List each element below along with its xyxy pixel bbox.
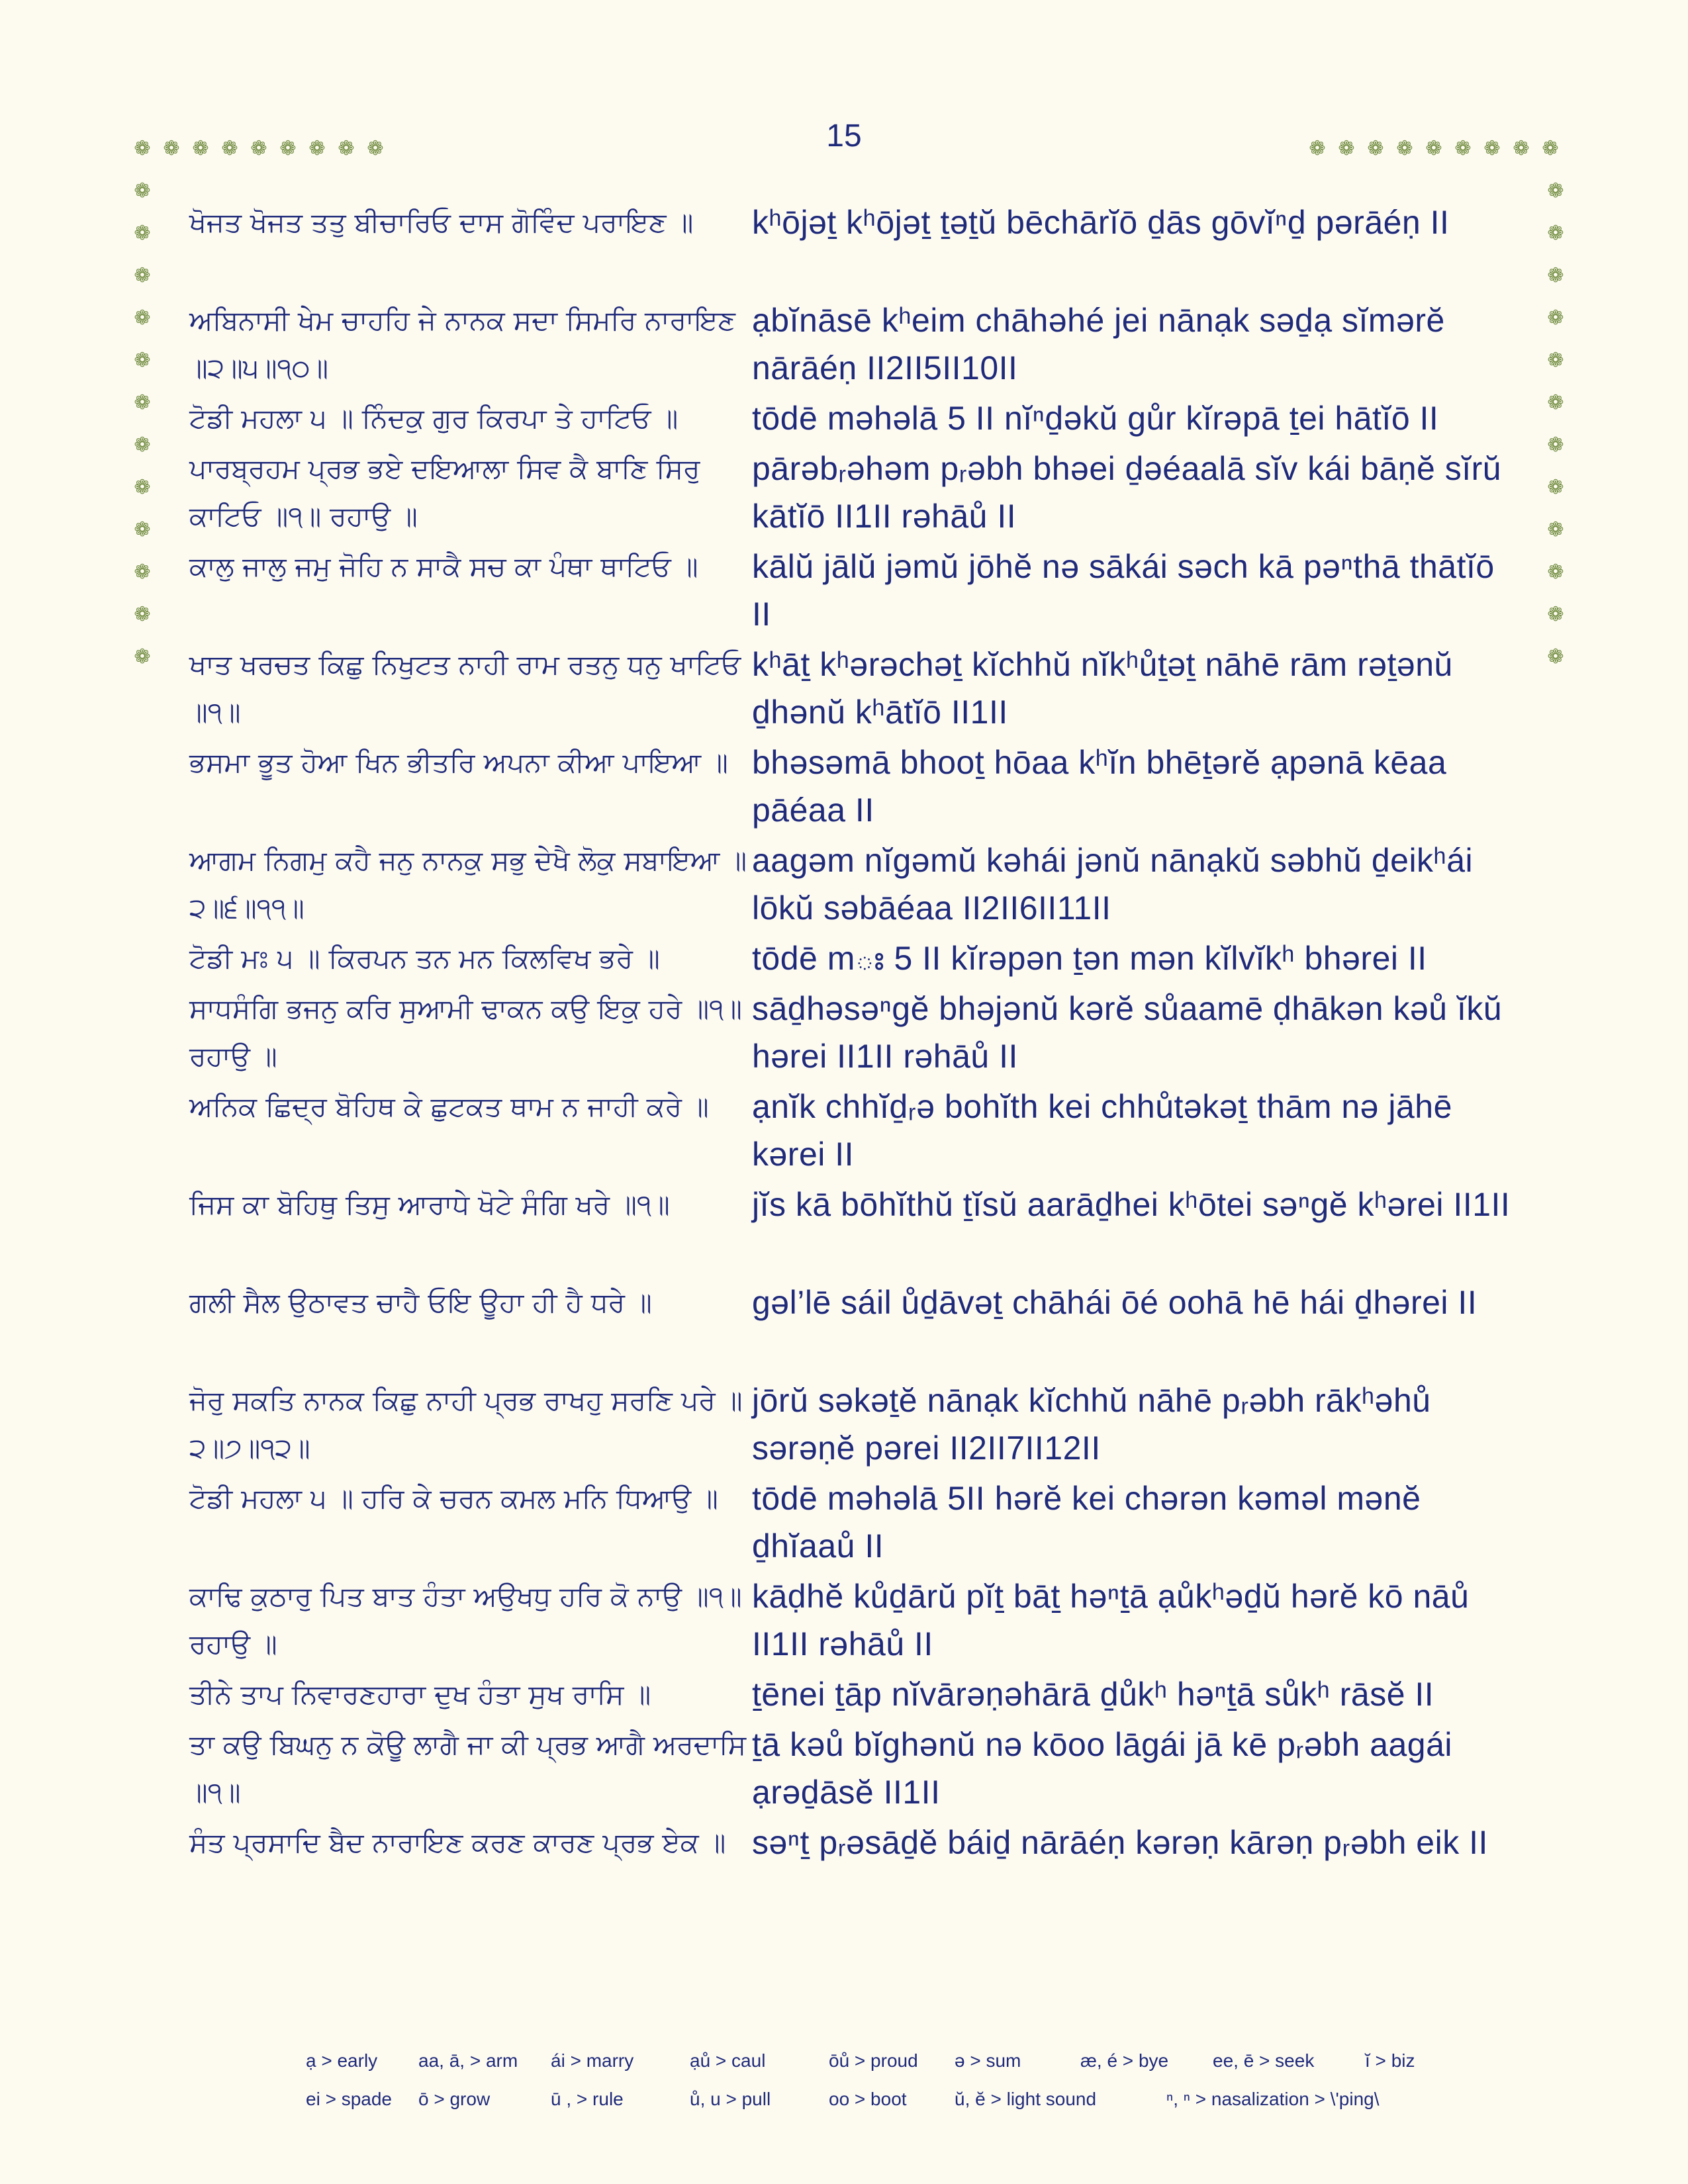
flower-ornament-icon: ❁ (1483, 137, 1501, 160)
flower-ornament-icon: ❁ (1547, 433, 1564, 457)
verse-row (189, 934, 1526, 985)
verse-row (189, 1279, 1526, 1377)
gurmukhi-text: ਸਾਧਸੰਗਿ ਭਜਨੁ ਕਰਿ ਸੁਆਮੀ ਢਾਕਨ ਕਉ ਇਕੁ ਹਰੇ ॥੧॥ ਰਹਾਉ ॥ (189, 993, 742, 1072)
flower-ornament-icon: ❁ (1367, 137, 1384, 160)
flower-ornament-icon: ❁ (1547, 222, 1564, 245)
legend-item: aa, ā, > arm (418, 2050, 518, 2071)
verse-row (189, 445, 1526, 543)
gurmukhi-text: ਜੋਰੁ ਸਕਤਿ ਨਾਨਕ ਕਿਛੁ ਨਾਹੀ ਪ੍ਰਭ ਰਾਖਹੁ ਸਰਣਿ ਪਰੇ ॥੨॥੭॥੧੨॥ (189, 1385, 743, 1464)
transliteration-text: ṯēnei ṯāp nĭvārəṇəhārā ḏůkʰ həⁿṯā sůkʰ rāsĕ II (752, 1676, 1434, 1713)
legend-item: ei > spade (306, 2089, 392, 2109)
verse-row (189, 1083, 1526, 1181)
verse-row (189, 837, 1526, 934)
transliteration-text: pārəbᵣəhəm pᵣəbh bhəei ḏəéaalā sĭv kái bāṇĕ sĭrŭ kātĭō II1II rəhāů II (752, 450, 1502, 535)
legend-item: ee, ē > seek (1213, 2050, 1315, 2071)
transliteration-text: aagəm nĭgəmŭ kəhái jənŭ nānạkŭ səbhŭ ḏeikʰái lōkŭ səbāéaa II2II6II11II (752, 842, 1474, 927)
flower-ornament-icon: ❁ (1309, 137, 1326, 160)
flower-ornament-icon: ❁ (134, 433, 151, 457)
flower-ornament-icon: ❁ (134, 518, 151, 541)
verse-row (189, 199, 1526, 296)
legend-item: ái > marry (551, 2050, 634, 2071)
flower-ornament-icon: ❁ (1513, 137, 1530, 160)
gurmukhi-text: ਗਲੀ ਸੈਲ ਉਠਾਵਤ ਚਾਹੈ ਓਇ ਊਹਾ ਹੀ ਹੈ ਧਰੇ ॥ (189, 1287, 652, 1318)
flower-ornament-icon: ❁ (1454, 137, 1472, 160)
flower-ornament-icon: ❁ (1547, 476, 1564, 499)
gurmukhi-text: ਤਾ ਕਉ ਬਿਘਨੁ ਨ ਕੋਊ ਲਾਗੈ ਜਾ ਕੀ ਪ੍ਰਭ ਆਗੈ ਅਰਦਾਸਿ ॥੧॥ (189, 1729, 747, 1808)
flower-ornament-icon: ❁ (308, 137, 326, 160)
transliteration-text: tōdē mః 5 II kĭrəpən ṯən mən kĭlvĭkʰ bhərei II (752, 940, 1427, 977)
verse-row (189, 394, 1526, 445)
flower-ornament-icon: ❁ (134, 222, 151, 245)
gurmukhi-text: ਜਿਸ ਕਾ ਬੋਹਿਥੁ ਤਿਸੁ ਆਰਾਧੇ ਖੋਟੇ ਸੰਗਿ ਖਰੇ ॥੧॥ (189, 1189, 670, 1220)
transliteration-text: kʰōjəṯ kʰōjəṯ ṯəṯŭ bēchārĭō ḏās gōvĭⁿḏ pərāéṇ II (752, 204, 1450, 241)
legend-item: æ, é > bye (1080, 2050, 1169, 2071)
flower-ornament-icon: ❁ (1547, 391, 1564, 414)
verse-row (189, 1377, 1526, 1475)
gurmukhi-text: ਟੋਡੀ ਮਹਲਾ ੫ ॥ ਨਿੰਦਕੁ ਗੁਰ ਕਿਰਪਾ ਤੇ ਹਾਟਿਓ ॥ (189, 402, 679, 434)
gurmukhi-text: ਤੀਨੇ ਤਾਪ ਨਿਵਾਰਣਹਾਰਾ ਦੁਖ ਹੰਤਾ ਸੁਖ ਰਾਸਿ ॥ (189, 1678, 651, 1710)
gurmukhi-text: ਆਗਮ ਨਿਗਮੁ ਕਹੈ ਜਨੁ ਨਾਨਕੁ ਸਭੁ ਦੇਖੈ ਲੋਕੁ ਸਬਾਇਆ ॥੨॥੬॥੧੧॥ (189, 844, 747, 924)
transliteration-text: sāḏhəsəⁿgĕ bhəjənŭ kərĕ sůaamē ḍhākən kəů ĭkŭ hərei II1II rəhāů II (752, 990, 1503, 1075)
flower-ornament-icon: ❁ (1547, 603, 1564, 626)
flower-ornament-icon: ❁ (192, 137, 209, 160)
verse-row (189, 1819, 1526, 1917)
gurmukhi-text: ਖਾਤ ਖਰਚਤ ਕਿਛੁ ਨਿਖੁਟਤ ਨਾਹੀ ਰਾਮ ਰਤਨੁ ਧਨੁ ਖਾਟਿਓ ॥੧॥ (189, 649, 741, 728)
legend-item: ů, u > pull (690, 2089, 771, 2109)
transliteration-text: kʰāṯ kʰərəchəṯ kĭchhŭ nĭkʰůṯəṯ nāhē rām rəṯənŭ ḏhənŭ kʰātĭō II1II (752, 646, 1453, 731)
transliteration-text: ạbĭnāsē kʰeim chāhəhé jei nānạk səḏạ sĭmərĕ nārāéṇ II2II5II10II (752, 302, 1445, 387)
verse-row (189, 1181, 1526, 1279)
legend-item: ōů > proud (829, 2050, 918, 2071)
flower-ornament-icon: ❁ (134, 645, 151, 668)
flower-ornament-icon: ❁ (134, 179, 151, 203)
verse-row (189, 1572, 1526, 1670)
transliteration-text: jōrŭ səkəṯĕ nānạk kĭchhŭ nāhē pᵣəbh rākʰəhů sərəṇĕ pərei II2II7II12II (752, 1382, 1431, 1467)
flower-ornament-icon: ❁ (134, 137, 151, 160)
page-number: 15 (826, 118, 862, 154)
transliteration-text: ṯā kəů bĭghənŭ nə kōoo lāgái jā kē pᵣəbh aagái ạrəḏāsĕ II1II (752, 1726, 1453, 1811)
flower-ornament-icon: ❁ (1547, 645, 1564, 668)
flower-ornament-icon: ❁ (250, 137, 267, 160)
legend-item: ō > grow (418, 2089, 491, 2109)
transliteration-text: jĭs kā bōhĭthŭ ṯĭsŭ aarāḏhei kʰōtei səⁿgĕ kʰərei II1II (752, 1186, 1511, 1223)
legend-item: ū , > rule (551, 2089, 624, 2109)
flower-ornament-icon: ❁ (367, 137, 384, 160)
flower-ornament-icon: ❁ (1542, 137, 1559, 160)
gurmukhi-text: ਕਾਲੁ ਜਾਲੁ ਜਮੁ ਜੋਹਿ ਨ ਸਾਕੈ ਸਚ ਕਾ ਪੰਥਾ ਥਾਟਿਓ ॥ (189, 551, 698, 582)
flower-ornament-icon: ❁ (134, 306, 151, 330)
flower-ornament-icon: ❁ (338, 137, 355, 160)
transliteration-text: tōdē məhəlā 5II hərĕ kei chərən kəməl mənĕ ḏhĭaaů II (752, 1480, 1421, 1565)
gurmukhi-text: ਸੰਤ ਪ੍ਰਸਾਦਿ ਬੈਦ ਨਾਰਾਇਣ ਕਰਣ ਕਾਰਣ ਪ੍ਰਭ ਏਕ ॥ (189, 1827, 726, 1858)
gurmukhi-text: ਅਨਿਕ ਛਿਦ੍ਰ ਬੋਹਿਥ ਕੇ ਛੁਟਕਤ ਥਾਮ ਨ ਜਾਹੀ ਕਰੇ ॥ (189, 1091, 709, 1122)
verse-row (189, 1475, 1526, 1572)
verse-row (189, 1670, 1526, 1721)
verse-row (189, 1721, 1526, 1819)
flower-ornament-icon: ❁ (1547, 349, 1564, 372)
legend-item: ə > sum (955, 2050, 1021, 2071)
flower-ornament-icon: ❁ (134, 264, 151, 287)
pronunciation-legend (306, 2042, 1497, 2118)
transliteration-text: ạnĭk chhĭḏᵣə bohĭth kei chhůtəkəṯ thām nə jāhē kərei II (752, 1088, 1452, 1173)
transliteration-text: gəl’lē sáil ůḏāvəṯ chāhái ōé oohā hē hái ḏhərei II (752, 1284, 1477, 1321)
flower-ornament-icon: ❁ (1338, 137, 1355, 160)
verse-table (189, 199, 1526, 1917)
legend-item: ạů > caul (690, 2050, 766, 2071)
verse-row (189, 641, 1526, 739)
flower-ornament-icon: ❁ (134, 391, 151, 414)
legend-item: oo > boot (829, 2089, 907, 2109)
legend-item: ạ > early (306, 2050, 378, 2071)
flower-ornament-icon: ❁ (134, 349, 151, 372)
gurmukhi-text: ਅਬਿਨਾਸੀ ਖੇਮ ਚਾਹਹਿ ਜੇ ਨਾਨਕ ਸਦਾ ਸਿਮਰਿ ਨਾਰਾਇਣ ॥੨॥੫॥੧੦॥ (189, 304, 735, 384)
flower-ornament-icon: ❁ (134, 561, 151, 584)
legend-item: ⁿ, ⁿ > nasalization > \'ping\ (1166, 2089, 1380, 2109)
flower-ornament-icon: ❁ (163, 137, 180, 160)
transliteration-text: səⁿṯ pᵣəsāḏĕ báiḏ nārāéṇ kərəṇ kārəṇ pᵣəbh eik II (752, 1824, 1488, 1861)
gurmukhi-text: ਪਾਰਬ੍ਰਹਮ ਪ੍ਰਭ ਭਏ ਦਇਆਲਾ ਸਿਵ ਕੈ ਬਾਣਿ ਸਿਰੁ ਕਾਟਿਓ ॥੧॥ ਰਹਾਉ ॥ (189, 453, 700, 532)
gurmukhi-text: ਟੋਡੀ ਮਃ ੫ ॥ ਕਿਰਪਨ ਤਨ ਮਨ ਕਿਲਵਿਖ ਭਰੇ ॥ (189, 942, 660, 974)
transliteration-text: tōdē məhəlā 5 II nĭⁿḏəkŭ gůr kĭrəpā ṯei hātĭō II (752, 400, 1439, 437)
verse-row (189, 296, 1526, 394)
flower-ornament-icon: ❁ (279, 137, 297, 160)
verse-row (189, 543, 1526, 641)
transliteration-text: bhəsəmā bhooṯ hōaa kʰĭn bhēṯərĕ ạpənā kēaa pāéaa II (752, 744, 1447, 829)
flower-ornament-icon: ❁ (1547, 561, 1564, 584)
flower-ornament-icon: ❁ (1547, 518, 1564, 541)
legend-item: ĭ > biz (1365, 2050, 1415, 2071)
transliteration-text: kāḍhĕ kůḏārŭ pĭṯ bāṯ həⁿṯā ạůkʰəḏŭ hərĕ kō nāů II1II rəhāů II (752, 1578, 1470, 1662)
flower-ornament-icon: ❁ (1425, 137, 1442, 160)
flower-ornament-icon: ❁ (1547, 179, 1564, 203)
flower-ornament-icon: ❁ (134, 603, 151, 626)
legend-item: ŭ, ĕ > light sound (955, 2089, 1097, 2109)
gurmukhi-text: ਕਾਢਿ ਕੁਠਾਰੁ ਪਿਤ ਬਾਤ ਹੰਤਾ ਅਉਖਧੁ ਹਰਿ ਕੋ ਨਾਉ ॥੧॥ ਰਹਾਉ ॥ (189, 1580, 742, 1660)
legend-row (306, 2080, 1497, 2118)
flower-ornament-icon: ❁ (221, 137, 238, 160)
flower-ornament-icon: ❁ (134, 476, 151, 499)
legend-row (306, 2042, 1497, 2080)
verse-row (189, 985, 1526, 1083)
transliteration-text: kālŭ jālŭ jəmŭ jōhĕ nə sākái səch kā pəⁿthā thātĭō II (752, 548, 1495, 633)
gurmukhi-text: ਖੋਜਤ ਖੋਜਤ ਤਤੁ ਬੀਚਾਰਿਓ ਦਾਸ ਗੋਵਿੰਦ ਪਰਾਇਣ ॥ (189, 206, 694, 238)
gurmukhi-text: ਟੋਡੀ ਮਹਲਾ ੫ ॥ ਹਰਿ ਕੇ ਚਰਨ ਕਮਲ ਮਨਿ ਧਿਆਉ ॥ (189, 1482, 718, 1514)
flower-ornament-icon: ❁ (1547, 264, 1564, 287)
gurmukhi-text: ਭਸਮਾ ਭੂਤ ਹੋਆ ਖਿਨ ਭੀਤਰਿ ਅਪਨਾ ਕੀਆ ਪਾਇਆ ॥ (189, 747, 728, 778)
flower-ornament-icon: ❁ (1396, 137, 1413, 160)
flower-ornament-icon: ❁ (1547, 306, 1564, 330)
verse-row (189, 739, 1526, 837)
